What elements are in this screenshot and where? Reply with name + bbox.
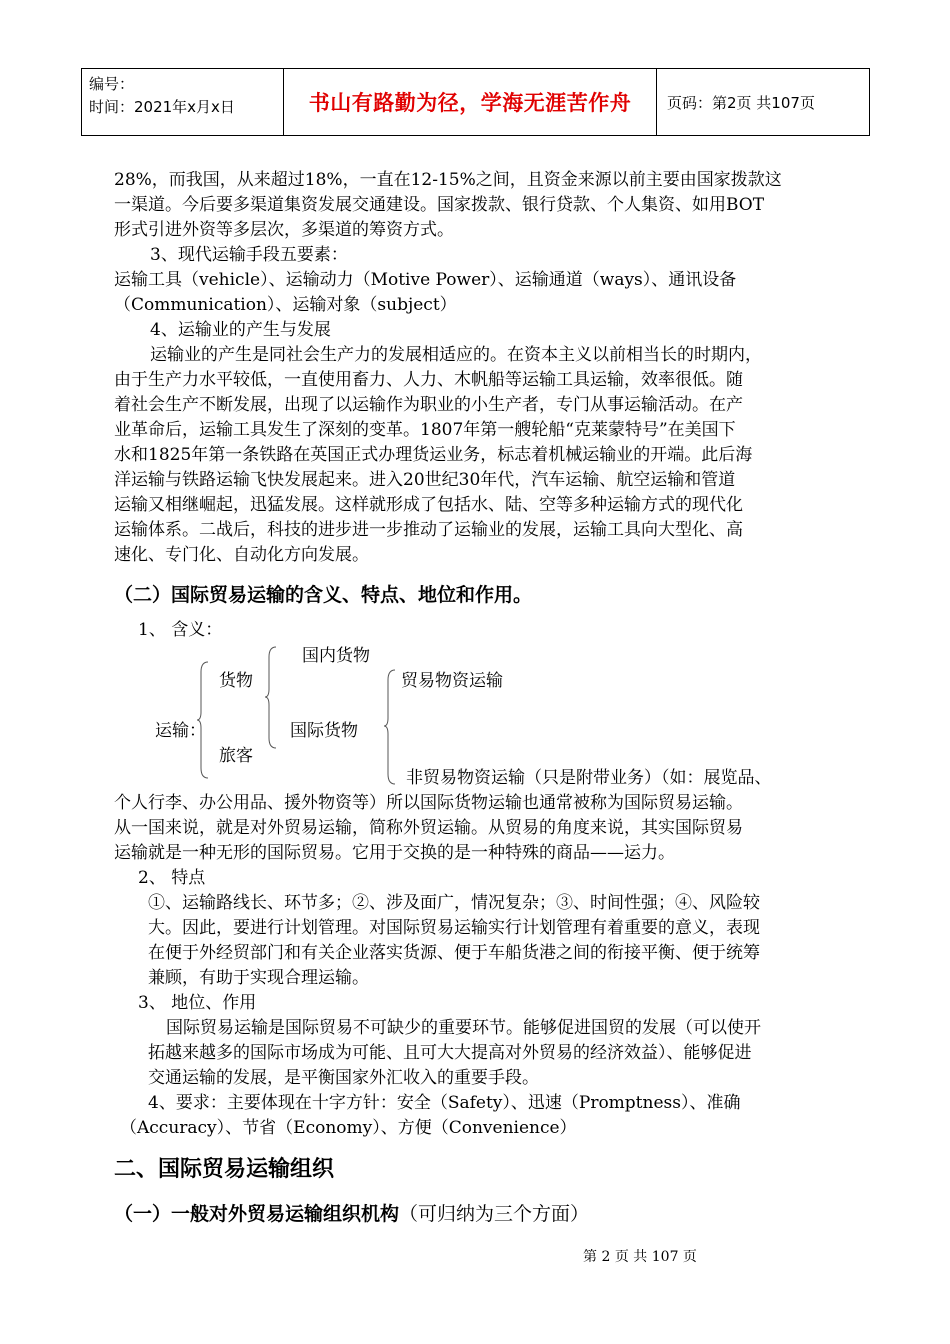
- brace-yunshu: [196, 660, 212, 780]
- diagram-label-guoji: 国际货物: [290, 721, 358, 741]
- header-page-info: 页码：第2页 共107页: [667, 93, 815, 112]
- text-line: 速化、专门化、自动化方向发展。: [114, 545, 369, 565]
- text-line: 4、要求：主要体现在十字方针：安全（Safety）、迅速（Promptness）、准确: [148, 1093, 741, 1113]
- text-line: 由于生产力水平较低，一直使用畜力、人力、木帆船等运输工具运输，效率很低。随: [114, 370, 743, 390]
- text-line: 大。因此，要进行计划管理。对国际贸易运输实行计划管理有着重要的意义，表现: [148, 918, 760, 938]
- diagram-label-lvke: 旅客: [219, 746, 253, 766]
- diagram-label-yunshu: 运输：: [155, 721, 206, 741]
- text-line: 运输就是一种无形的国际贸易。它用于交换的是一种特殊的商品——运力。: [114, 843, 675, 863]
- list-heading: 4、运输业的产生与发展: [150, 320, 331, 340]
- text-line: 拓越来越多的国际市场成为可能、且可大大提高对外贸易的经济效益）、能够促进: [148, 1043, 752, 1063]
- text-line: （Communication）、运输对象（subject）: [114, 295, 457, 315]
- subsection-heading-bold: （一）一般对外贸易运输组织机构: [114, 1203, 400, 1225]
- text-line: 水和1825年第一条铁路在英国正式办理货运业务，标志着机械运输业的开端。此后海: [114, 445, 753, 465]
- code-label: 编号：: [89, 75, 135, 93]
- text-line: 形式引进外资等多层次，多渠道的筹资方式。: [114, 220, 454, 240]
- header-motto: 书山有路勤为径，学海无涯苦作舟: [284, 69, 657, 135]
- text-line: 在便于外经贸部门和有关企业落实货源、便于车船货港之间的衔接平衡、便于统筹: [148, 943, 760, 963]
- brace-guoji: [383, 668, 399, 786]
- subsection-heading-note: （可归纳为三个方面）: [399, 1203, 590, 1225]
- text-line: 运输工具（vehicle）、运输动力（Motive Power）、运输通道（ways）、通讯设备: [114, 270, 737, 290]
- page-footer: 第 2 页 共 107 页: [583, 1249, 697, 1265]
- text-line: （Accuracy）、节省（Economy）、方便（Convenience）: [120, 1118, 577, 1138]
- text-line: 着社会生产不断发展，出现了以运输作为职业的小生产者，专门从事运输活动。在产: [114, 395, 743, 415]
- brace-huowu: [264, 645, 280, 750]
- text-line: 运输又相继崛起，迅猛发展。这样就形成了包括水、陆、空等多种运输方式的现代化: [114, 495, 743, 515]
- text-line: 从一国来说，就是对外贸易运输，简称外贸运输。从贸易的角度来说，其实国际贸易: [114, 818, 743, 838]
- time-label: 时间：2021年x月x日: [89, 98, 235, 116]
- diagram-label-maoyi: 贸易物资运输: [401, 671, 503, 691]
- list-heading: 3、现代运输手段五要素：: [150, 245, 348, 265]
- text-line: 国际贸易运输是国际贸易不可缺少的重要环节。能够促进国贸的发展（可以使开: [166, 1018, 761, 1038]
- header-meta: [82, 69, 284, 135]
- subsection-heading: [114, 1199, 589, 1226]
- text-line: 非贸易物资运输（只是附带业务）（如：展览品、: [406, 768, 772, 788]
- section-heading: （二）国际贸易运输的含义、特点、地位和作用。: [114, 584, 533, 606]
- text-line: 28%，而我国，从来超过18%，一直在12-15%之间，且资金来源以前主要由国家拨款这: [114, 170, 782, 190]
- text-line: 运输体系。二战后，科技的进步进一步推动了运输业的发展，运输工具向大型化、高: [114, 520, 743, 540]
- list-heading: 2、 特点: [138, 868, 206, 888]
- text-line: 洋运输与铁路运输飞快发展起来。进入20世纪30年代，汽车运输、航空运输和管道: [114, 470, 736, 490]
- diagram-label-huowu: 货物: [219, 671, 253, 691]
- list-heading: 1、 含义：: [138, 620, 223, 640]
- text-line: 兼顾，有助于实现合理运输。: [148, 968, 369, 988]
- text-line: 业革命后，运输工具发生了深刻的变革。1807年第一艘轮船“克莱蒙特号”在美国下: [114, 420, 736, 440]
- text-line: 运输业的产生是同社会生产力的发展相适应的。在资本主义以前相当长的时期内，: [150, 345, 762, 365]
- text-line: ①、运输路线长、环节多；②、涉及面广，情况复杂；③、时间性强；④、风险较: [148, 893, 760, 913]
- diagram-label-guonei: 国内货物: [302, 646, 370, 666]
- text-line: 一渠道。今后要多渠道集资发展交通建设。国家拨款、银行贷款、个人集资、如用BOT: [114, 195, 765, 215]
- part-heading: 二、国际贸易运输组织: [114, 1157, 335, 1182]
- page-header: [81, 68, 870, 136]
- list-heading: 3、 地位、作用: [138, 993, 257, 1013]
- text-line: 交通运输的发展，是平衡国家外汇收入的重要手段。: [148, 1068, 539, 1088]
- text-line: 个人行李、办公用品、援外物资等）所以国际货物运输也通常被称为国际贸易运输。: [114, 793, 743, 813]
